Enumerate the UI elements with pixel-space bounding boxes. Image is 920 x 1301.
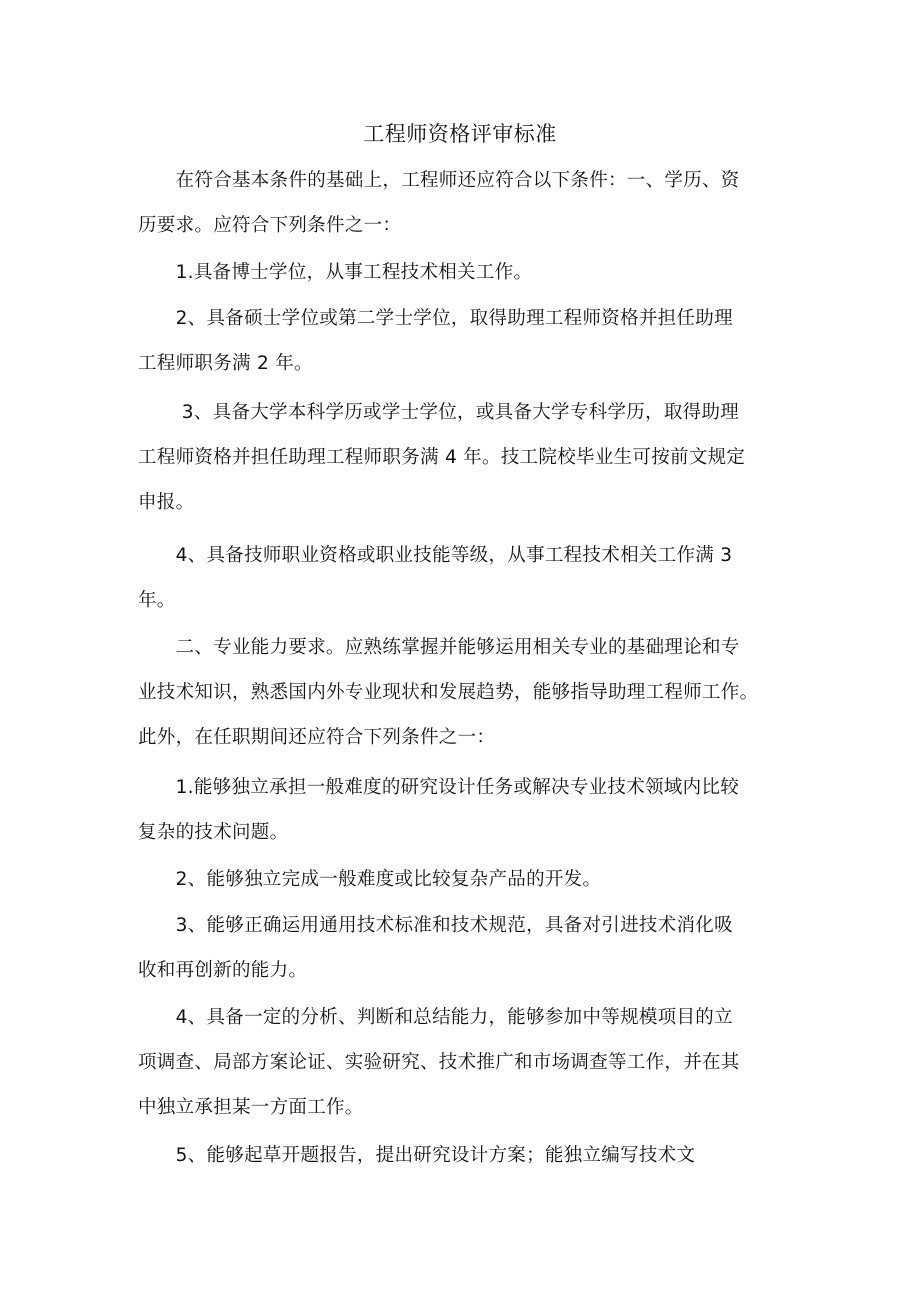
paragraph-item-1 bbox=[138, 250, 802, 295]
paragraph-ability-1 bbox=[138, 765, 802, 855]
text-line: 4、具备技师职业资格或职业技能等级，从事工程技术相关工作满 3 bbox=[138, 545, 733, 566]
text-line: 5、能够起草开题报告，提出研究设计方案；能独立编写技术文 bbox=[138, 1145, 696, 1166]
text-line: 二、专业能力要求。应熟练掌握并能够运用相关专业的基础理论和专 bbox=[138, 637, 740, 658]
paragraph-section-2 bbox=[138, 625, 802, 760]
text-line: 中独立承担某一方面工作。 bbox=[138, 1097, 364, 1118]
paragraph-ability-5 bbox=[138, 1133, 802, 1178]
text-line: 此外，在任职期间还应符合下列条件之一： bbox=[138, 727, 496, 748]
paragraph-item-4 bbox=[138, 533, 802, 623]
text-line: 2、能够独立完成一般难度或比较复杂产品的开发。 bbox=[138, 869, 602, 890]
text-line: 2、具备硕士学位或第二学士学位，取得助理工程师资格并担任助理 bbox=[138, 308, 733, 329]
paragraph-ability-4 bbox=[138, 995, 802, 1130]
paragraph-ability-3 bbox=[138, 903, 802, 993]
text-line: 3、具备大学本科学历或学士学位，或具备大学专科学历，取得助理 bbox=[138, 402, 740, 423]
text-line: 1.具备博士学位，从事工程技术相关工作。 bbox=[138, 262, 533, 283]
text-line: 3、能够正确运用通用技术标准和技术规范，具备对引进技术消化吸 bbox=[138, 915, 733, 936]
text-line: 复杂的技术问题。 bbox=[138, 822, 289, 843]
paragraph-intro bbox=[138, 158, 802, 248]
text-line: 1.能够独立承担一般难度的研究设计任务或解决专业技术领域内比较 bbox=[138, 777, 740, 798]
text-line: 年。 bbox=[138, 590, 176, 611]
paragraph-item-3 bbox=[138, 390, 802, 525]
text-line: 申报。 bbox=[138, 492, 195, 513]
text-line: 业技术知识，熟悉国内外专业现状和发展趋势，能够指导助理工程师工作。 bbox=[138, 682, 759, 703]
paragraph-item-2 bbox=[138, 296, 802, 386]
text-line: 在符合基本条件的基础上，工程师还应符合以下条件：一、学历、资 bbox=[138, 170, 740, 191]
text-line: 项调查、局部方案论证、实验研究、技术推广和市场调查等工作，并在其 bbox=[138, 1052, 740, 1073]
text-line: 工程师职务满 2 年。 bbox=[138, 353, 313, 374]
text-line: 工程师资格并担任助理工程师职务满 4 年。技工院校毕业生可按前文规定 bbox=[138, 447, 746, 468]
document-title: 工程师资格评审标准 bbox=[363, 122, 557, 146]
text-line: 4、具备一定的分析、判断和总结能力，能够参加中等规模项目的立 bbox=[138, 1007, 733, 1028]
text-line: 收和再创新的能力。 bbox=[138, 960, 308, 981]
paragraph-ability-2 bbox=[138, 857, 802, 902]
text-line: 历要求。应符合下列条件之一： bbox=[138, 215, 402, 236]
